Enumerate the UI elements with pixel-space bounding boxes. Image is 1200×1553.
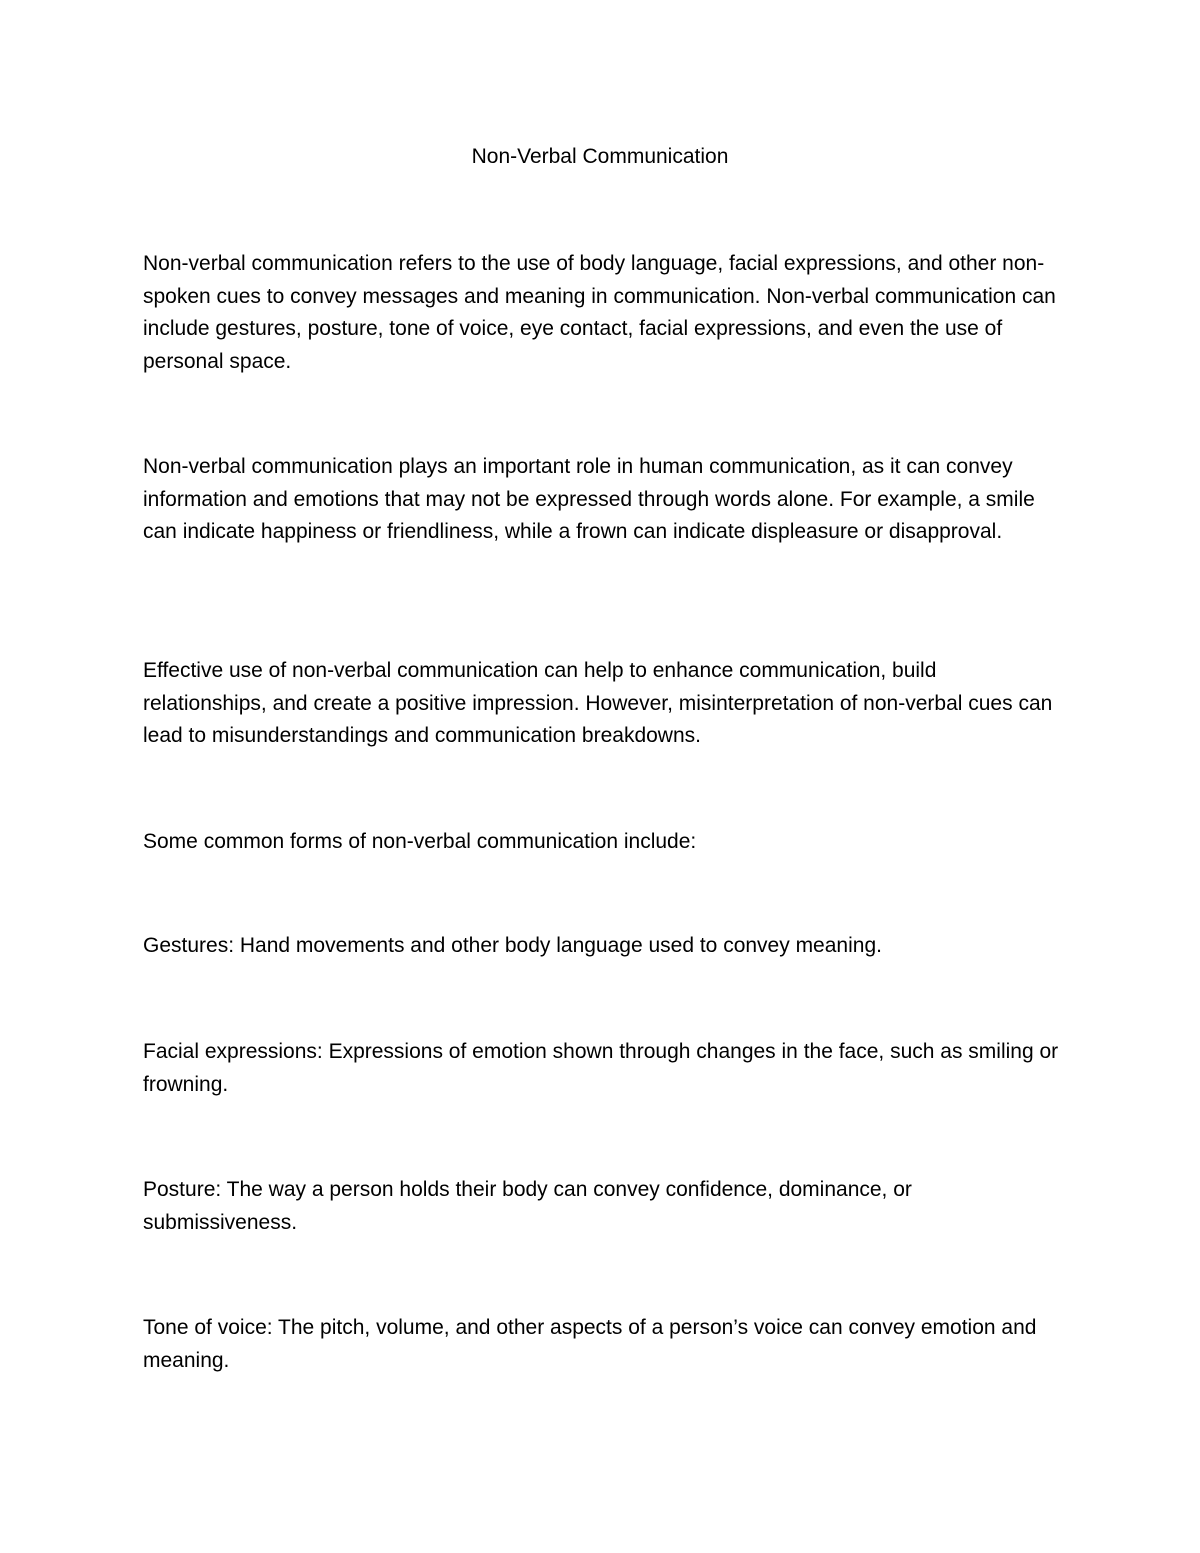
paragraph-posture: Posture: The way a person holds their body can convey confidence, dominance, or submissiveness. bbox=[143, 1178, 912, 1234]
paragraph-facial-expressions: Facial expressions: Expressions of emotion shown through changes in the face, such as smiling or frowning. bbox=[143, 1040, 1059, 1096]
document-title: Non-Verbal Communication bbox=[471, 145, 729, 168]
paragraph-definition: Non-verbal communication refers to the use of body language, facial expressions, and other non-spoken cues to convey messages and meaning in communication. Non-verbal communication can include gestures, posture, tone of voice, eye contact, facial expressions, and even the use of personal space. bbox=[143, 252, 1056, 374]
paragraph-gestures: Gestures: Hand movements and other body language used to convey meaning. bbox=[143, 934, 882, 957]
paragraph-common-forms-intro: Some common forms of non-verbal communication include: bbox=[143, 830, 697, 853]
paragraph-effective-use: Effective use of non-verbal communication can help to enhance communication, build relationships, and create a positive impression. However, misinterpretation of non-verbal cues can lead to misunderstandings and communication breakdowns. bbox=[143, 659, 1053, 748]
paragraph-importance: Non-verbal communication plays an important role in human communication, as it can convey information and emotions that may not be expressed through words alone. For example, a smile can indicate happiness or friendliness, while a frown can indicate displeasure or disapproval. bbox=[143, 455, 1035, 544]
paragraph-tone-of-voice: Tone of voice: The pitch, volume, and other aspects of a person’s voice can convey emotion and meaning. bbox=[143, 1316, 1037, 1372]
